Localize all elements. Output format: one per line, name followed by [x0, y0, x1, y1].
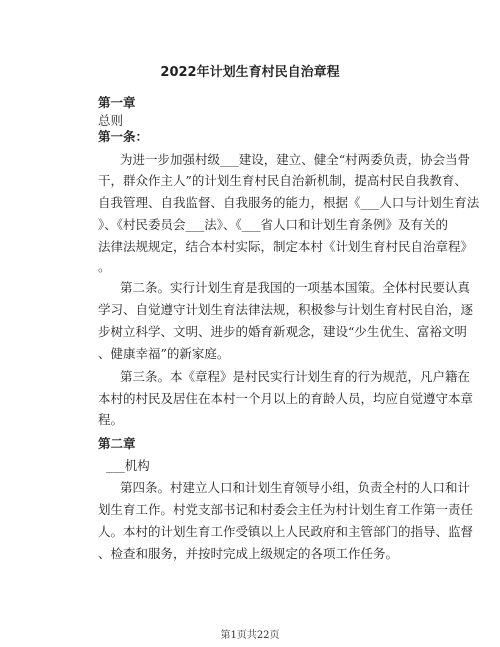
chapter-1-heading: 第一章 [98, 95, 136, 110]
paragraph-line: 本村的村民及居住在本村一个月以上的育龄人员，均应自觉遵守本章 [98, 391, 474, 406]
paragraph-line: 第三条。本《章程》是村民实行计划生育的行为规范，凡户籍在 [120, 369, 471, 384]
page-number-footer: 第1页共22页 [220, 630, 280, 641]
paragraph-line: 。 [98, 259, 111, 274]
paragraph-line: 第四条。村建立人口和计划生育领导小组，负责全村的人口和计 [120, 480, 471, 495]
paragraph-line: 干，群众作主人”的计划生育村民自治新机制，提高村民自我教育、 [98, 173, 467, 188]
chapter-1-subheading: 总则 [98, 113, 124, 128]
paragraph-line: 为进一步加强村级___建设，建立、健全“村两委负责，协会当骨 [120, 152, 471, 167]
chapter-2-subheading: ___机构 [106, 458, 150, 473]
paragraph-line: 第二条。实行计划生育是我国的一项基本国策。全体村民要认真 [120, 280, 471, 295]
paragraph-line: 划生育工作。村党支部书记和村委会主任为村计划生育工作第一责任 [98, 502, 474, 517]
paragraph-line: 自我管理、自我监督、自我服务的能力，根据《___人口与计划生育法 [98, 195, 480, 210]
paragraph-line: 、检查和服务，并按时完成上级规定的各项工作任务。 [98, 546, 399, 561]
document-title: 2022年计划生育村民自治章程 [160, 65, 340, 80]
paragraph-line: 人。本村的计划生育工作受镇以上人民政府和主管部门的指导、监督 [98, 524, 474, 539]
paragraph-line: 学习、自觉遵守计划生育法律法规，积极参与计划生育村民自治，逐 [98, 302, 474, 317]
paragraph-line: 法律法规规定，结合本村实际，制定本村《计划生育村民自治章程》 [98, 239, 474, 254]
chapter-2-heading: 第二章 [98, 436, 136, 451]
article-1-heading: 第一条： [98, 129, 149, 144]
paragraph-line: 程。 [98, 412, 124, 427]
paragraph-line: 》、《村民委员会___法》、《___省人口和计划生育条例》及有关的 [98, 217, 449, 232]
paragraph-line: 步树立科学、文明、进步的婚育新观念，建设“少生优生、富裕文明 [98, 324, 467, 339]
paragraph-line: 、健康幸福”的新家庭。 [98, 346, 230, 361]
